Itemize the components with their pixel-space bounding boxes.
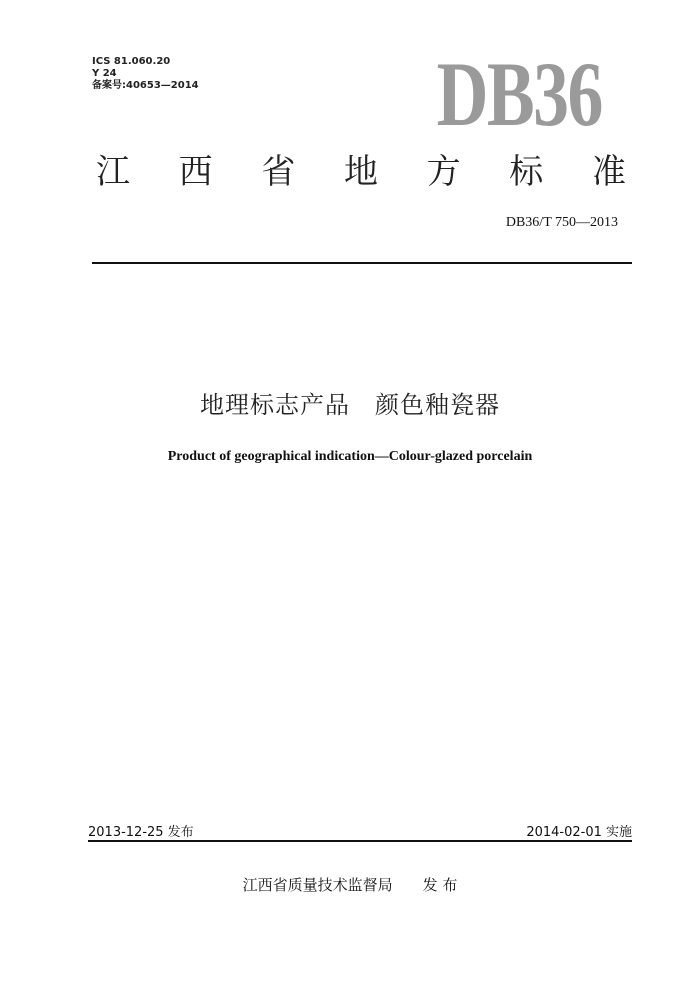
issuer-organization: 江西省质量技术监督局 bbox=[242, 876, 393, 894]
title-char: 江 bbox=[96, 152, 130, 192]
title-char: 方 bbox=[426, 152, 461, 192]
implementation-date: 2014-02-01 实施 bbox=[526, 825, 632, 840]
title-char: 地 bbox=[343, 152, 378, 192]
title-char: 标 bbox=[509, 152, 544, 192]
chinese-title: 地理标志产品 颜色釉瓷器 bbox=[200, 391, 500, 419]
record-number: 备案号:40653—2014 bbox=[92, 80, 199, 91]
classification-block bbox=[92, 56, 199, 92]
ics-code: ICS 81.060.20 bbox=[92, 56, 171, 67]
title-char: 准 bbox=[591, 152, 626, 192]
province-standard-title bbox=[96, 150, 626, 194]
bottom-divider bbox=[88, 840, 632, 842]
issuer-line bbox=[0, 874, 700, 895]
title-char: 西 bbox=[178, 152, 213, 192]
english-title: Product of geographical indication—Colour-glazed porcelain bbox=[167, 449, 533, 464]
top-divider bbox=[92, 262, 632, 264]
standard-code-logo: DB36 bbox=[436, 43, 602, 145]
ccs-code: Y 24 bbox=[92, 68, 117, 79]
standard-number: DB36/T 750—2013 bbox=[505, 215, 618, 230]
issuer-action: 发 布 bbox=[422, 876, 458, 894]
issue-date: 2013-12-25 发布 bbox=[88, 825, 194, 840]
title-char: 省 bbox=[261, 152, 296, 192]
